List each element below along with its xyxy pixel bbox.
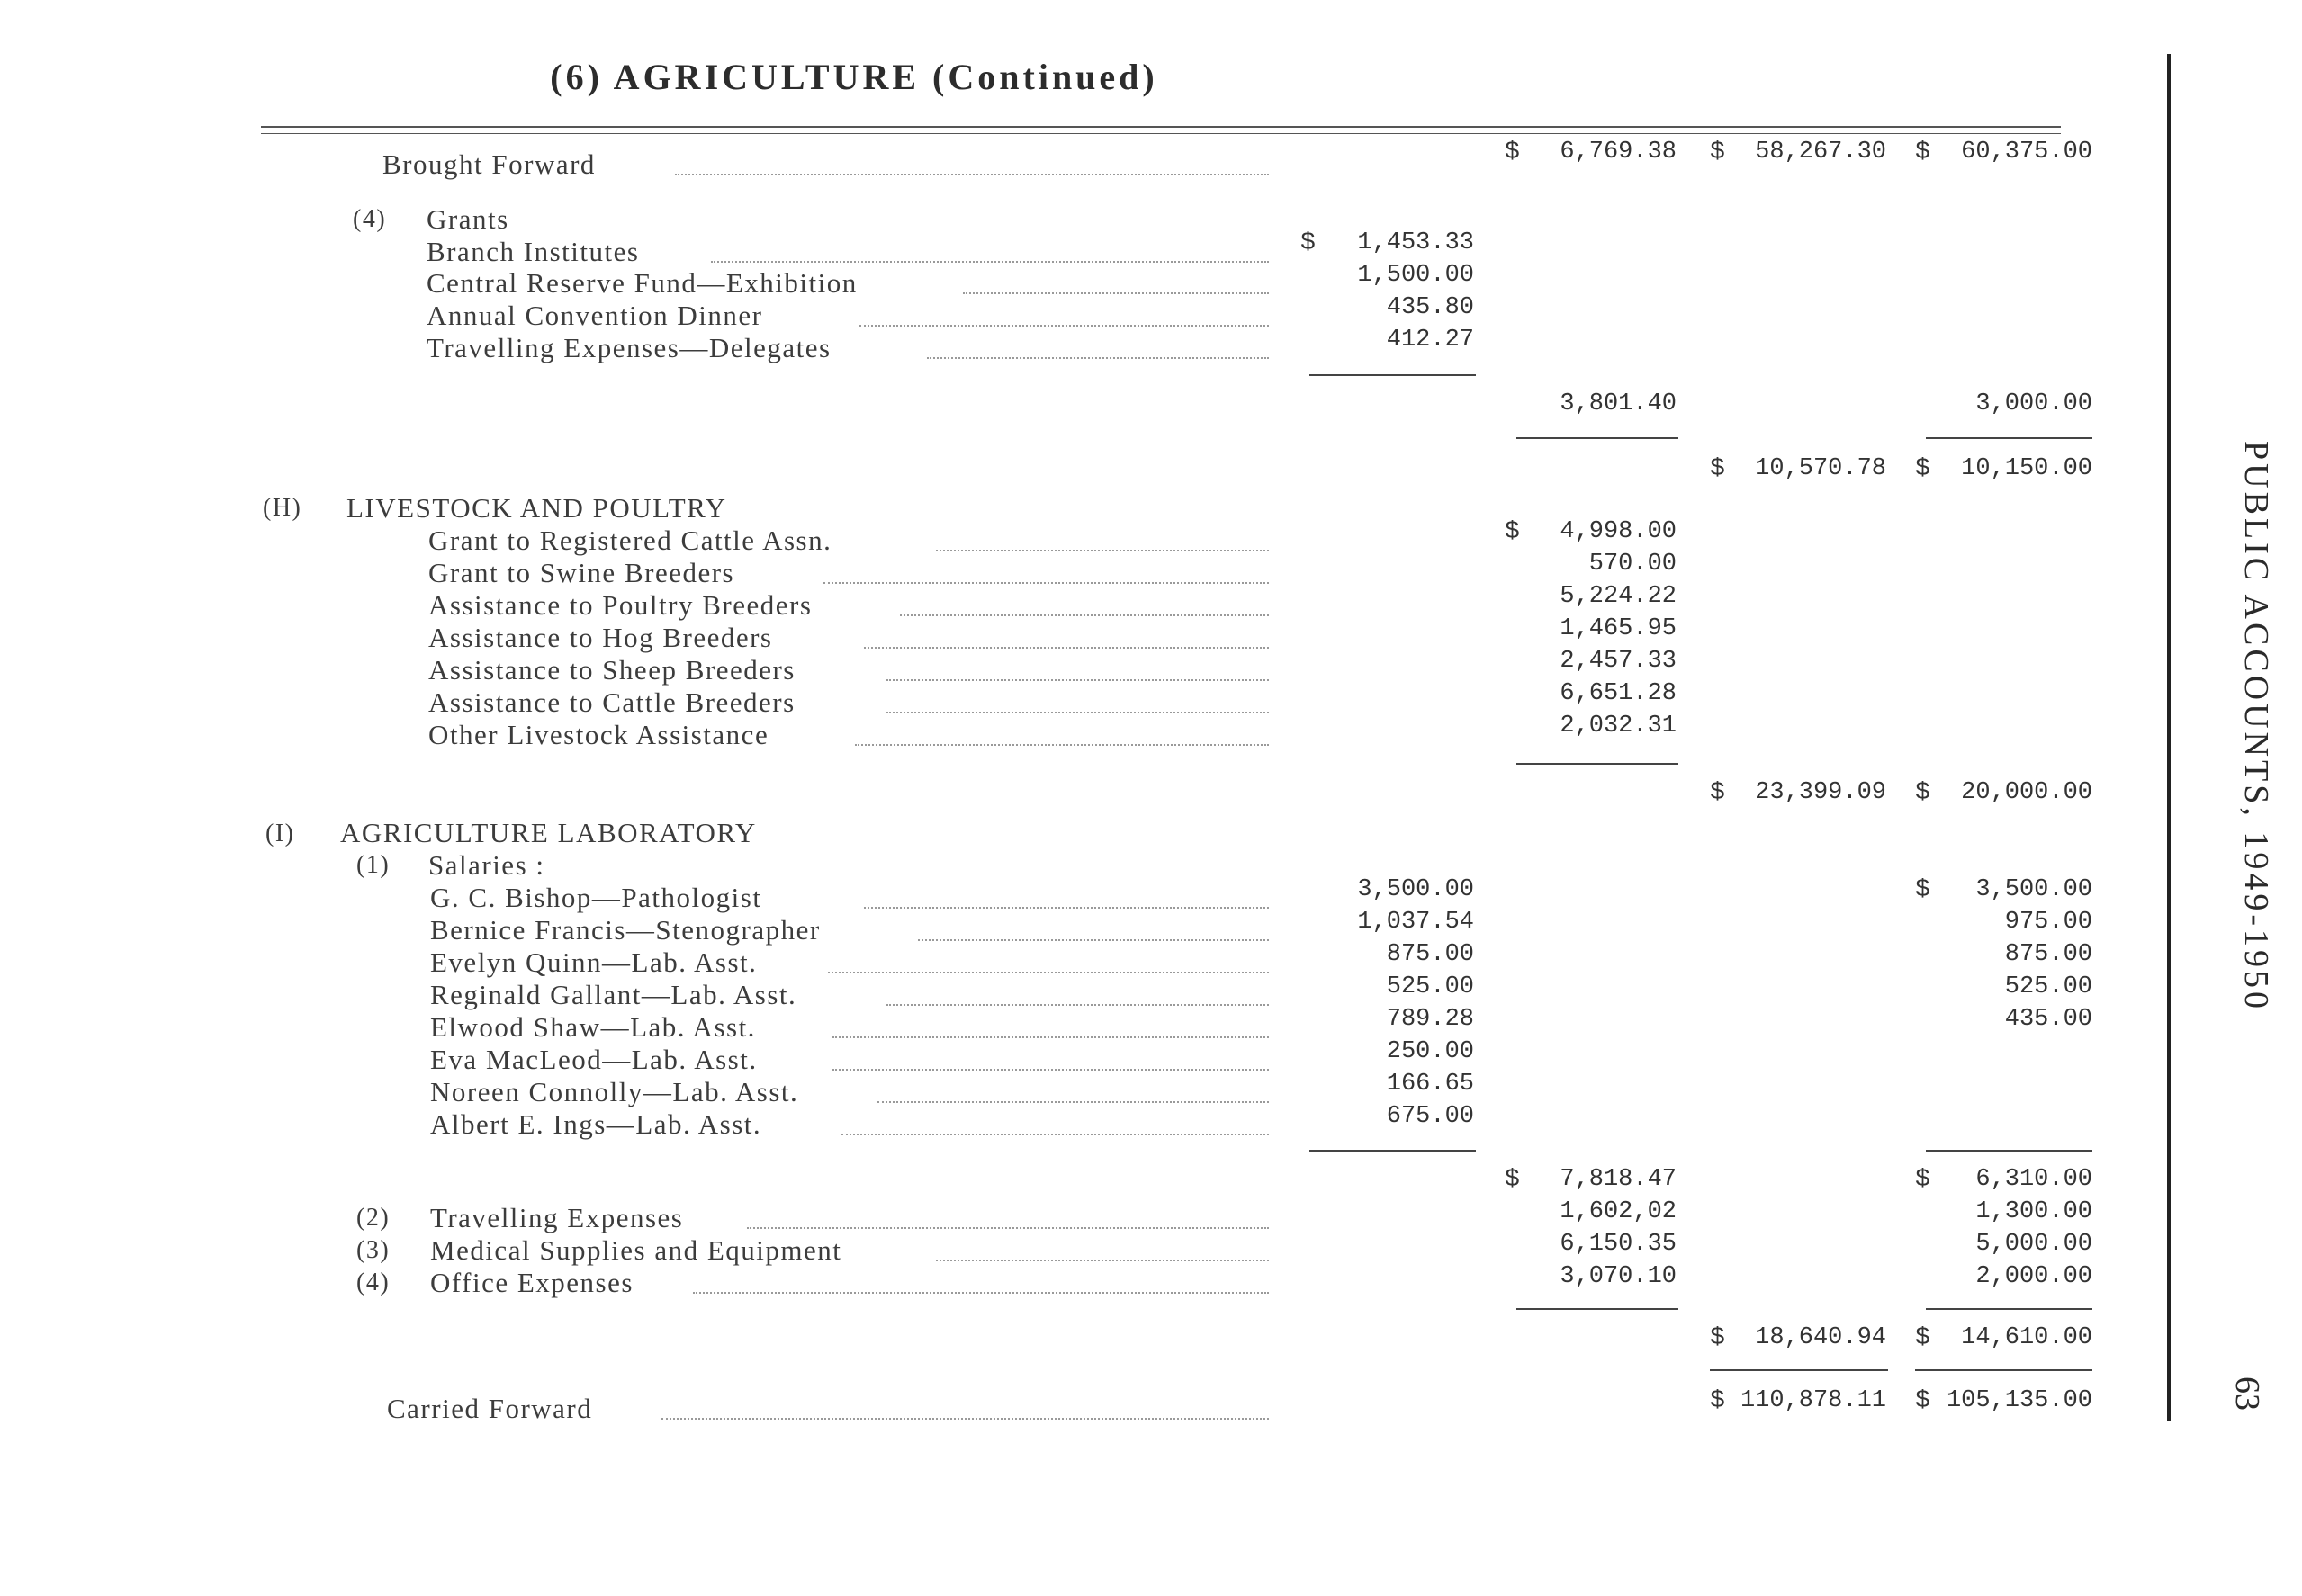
salary-item-amount: 166.65 — [1386, 1071, 1474, 1098]
section-heading: LIVESTOCK AND POULTRY — [346, 492, 727, 524]
grants-number: (4) — [353, 205, 387, 233]
salary-item-estimate: 975.00 — [2004, 909, 2092, 936]
carried-forward-total-estimate: 105,135.00 — [1946, 1387, 2092, 1414]
dollar-sign: $ — [1710, 779, 1725, 807]
salary-item-label: Reginald Gallant—Lab. Asst. — [430, 979, 797, 1010]
brought-forward-col2: 6,769.38 — [1560, 139, 1677, 166]
livestock-item-label: Assistance to Cattle Breeders — [428, 686, 796, 718]
other-amount: 3,070.10 — [1560, 1263, 1677, 1290]
brought-forward-col3: 58,267.30 — [1755, 139, 1886, 166]
underline — [1710, 1369, 1888, 1371]
dollar-sign: $ — [1915, 139, 1930, 166]
dollar-sign: $ — [1505, 139, 1520, 166]
leader-dots — [832, 1036, 1269, 1038]
leader-dots — [900, 614, 1269, 616]
leader-dots — [963, 292, 1269, 294]
leader-dots — [886, 679, 1269, 681]
grant-item-amount: 435.80 — [1386, 294, 1474, 321]
dollar-sign: $ — [1710, 1324, 1725, 1352]
leader-dots — [936, 1260, 1269, 1261]
page-title: (6) AGRICULTURE (Continued) — [550, 57, 1158, 97]
grants-total-estimate: 10,150.00 — [1961, 455, 2092, 482]
title-rule-top — [261, 126, 2061, 128]
livestock-item-label: Assistance to Poultry Breeders — [428, 589, 813, 621]
salary-item-label: Bernice Francis—Stenographer — [430, 914, 821, 946]
salary-item-amount: 789.28 — [1386, 1006, 1474, 1033]
leader-dots — [661, 1418, 1269, 1420]
salary-item-label: Eva MacLeod—Lab. Asst. — [430, 1044, 758, 1075]
dollar-sign: $ — [1300, 229, 1316, 257]
livestock-item-label: Other Livestock Assistance — [428, 719, 769, 750]
other-label: Travelling Expenses — [430, 1202, 684, 1233]
salary-item-amount: 3,500.00 — [1357, 876, 1474, 903]
dollar-sign: $ — [1505, 518, 1520, 546]
livestock-total-estimate: 20,000.00 — [1961, 779, 2092, 806]
leader-dots — [877, 1101, 1269, 1103]
livestock-item-amount: 5,224.22 — [1560, 583, 1677, 610]
dollar-sign: $ — [1915, 779, 1930, 807]
carried-forward-label: Carried Forward — [387, 1393, 593, 1424]
salary-item-label: G. C. Bishop—Pathologist — [430, 882, 762, 913]
salaries-heading: Salaries : — [428, 849, 545, 881]
other-number: (2) — [356, 1204, 391, 1232]
leader-dots — [711, 261, 1269, 263]
dollar-sign: $ — [1505, 1166, 1520, 1194]
salaries-number: (1) — [356, 851, 391, 879]
livestock-item-amount: 2,032.31 — [1560, 713, 1677, 740]
other-amount: 1,602,02 — [1560, 1198, 1677, 1225]
underline — [1926, 1150, 2092, 1152]
grant-item-amount: 1,500.00 — [1357, 262, 1474, 289]
livestock-item-amount: 1,465.95 — [1560, 615, 1677, 642]
salary-item-amount: 675.00 — [1386, 1103, 1474, 1130]
salary-item-amount: 525.00 — [1386, 973, 1474, 1000]
other-estimate: 2,000.00 — [1975, 1263, 2092, 1290]
section-heading: AGRICULTURE LABORATORY — [340, 817, 757, 848]
livestock-total: 23,399.09 — [1755, 779, 1886, 806]
dollar-sign: $ — [1915, 1387, 1930, 1415]
dollar-sign: $ — [1915, 1166, 1930, 1194]
brought-forward-label: Brought Forward — [382, 148, 596, 180]
grant-item-amount: 412.27 — [1386, 327, 1474, 354]
underline — [1516, 763, 1678, 765]
underline — [1926, 437, 2092, 439]
other-estimate: 1,300.00 — [1975, 1198, 2092, 1225]
livestock-item-label: Assistance to Hog Breeders — [428, 622, 773, 653]
leader-dots — [859, 325, 1269, 327]
grant-item-label: Central Reserve Fund—Exhibition — [427, 267, 858, 299]
underline — [1309, 374, 1476, 376]
livestock-item-amount: 4,998.00 — [1560, 518, 1677, 545]
other-number: (3) — [356, 1236, 391, 1264]
grants-subtotal: 3,801.40 — [1560, 390, 1677, 417]
salary-item-amount: 250.00 — [1386, 1038, 1474, 1065]
livestock-item-amount: 6,651.28 — [1560, 680, 1677, 707]
leader-dots — [918, 939, 1269, 941]
title-rule-bottom — [261, 133, 2061, 134]
dollar-sign: $ — [1915, 1324, 1930, 1352]
salary-item-estimate: 525.00 — [2004, 973, 2092, 1000]
leader-dots — [864, 647, 1269, 649]
leader-dots — [936, 550, 1269, 551]
page-number: 63 — [2228, 1376, 2266, 1411]
salary-item-amount: 875.00 — [1386, 941, 1474, 968]
grants-estimate: 3,000.00 — [1975, 390, 2092, 417]
brought-forward-col4: 60,375.00 — [1961, 139, 2092, 166]
leader-dots — [927, 357, 1269, 359]
salary-item-label: Elwood Shaw—Lab. Asst. — [430, 1011, 756, 1043]
laboratory-total: 18,640.94 — [1755, 1324, 1886, 1351]
leader-dots — [855, 744, 1269, 746]
grant-item-label: Travelling Expenses—Delegates — [427, 332, 832, 363]
section-letter: (H) — [263, 494, 302, 522]
leader-dots — [693, 1292, 1269, 1294]
grant-item-label: Branch Institutes — [427, 236, 640, 267]
leader-dots — [864, 907, 1269, 909]
dollar-sign: $ — [1710, 1387, 1725, 1415]
other-estimate: 5,000.00 — [1975, 1231, 2092, 1258]
grants-heading: Grants — [427, 203, 509, 235]
underline — [1309, 1150, 1476, 1152]
section-letter: (I) — [265, 820, 295, 847]
leader-dots — [823, 582, 1269, 584]
dollar-sign: $ — [1915, 876, 1930, 904]
livestock-item-amount: 2,457.33 — [1560, 648, 1677, 675]
livestock-item-label: Grant to Swine Breeders — [428, 557, 735, 588]
underline — [1516, 1308, 1678, 1310]
salaries-total-estimate: 6,310.00 — [1975, 1166, 2092, 1193]
other-label: Medical Supplies and Equipment — [430, 1234, 842, 1266]
carried-forward-total: 110,878.11 — [1740, 1387, 1886, 1414]
leader-dots — [747, 1227, 1269, 1229]
dollar-sign: $ — [1710, 139, 1725, 166]
dollar-sign: $ — [1915, 455, 1930, 483]
grant-item-amount: 1,453.33 — [1357, 229, 1474, 256]
other-number: (4) — [356, 1269, 391, 1296]
salaries-total: 7,818.47 — [1560, 1166, 1677, 1193]
salary-item-estimate: 875.00 — [2004, 941, 2092, 968]
margin-rule — [2167, 54, 2171, 1421]
grants-total: 10,570.78 — [1755, 455, 1886, 482]
livestock-item-label: Assistance to Sheep Breeders — [428, 654, 796, 686]
underline — [1915, 1369, 2092, 1371]
other-amount: 6,150.35 — [1560, 1231, 1677, 1258]
grant-item-label: Annual Convention Dinner — [427, 300, 763, 331]
leader-dots — [886, 1004, 1269, 1006]
underline — [1516, 437, 1678, 439]
salary-item-label: Evelyn Quinn—Lab. Asst. — [430, 946, 758, 978]
laboratory-total-estimate: 14,610.00 — [1961, 1324, 2092, 1351]
salary-item-estimate: 435.00 — [2004, 1006, 2092, 1033]
salary-item-label: Albert E. Ings—Lab. Asst. — [430, 1108, 762, 1140]
dollar-sign: $ — [1710, 455, 1725, 483]
livestock-item-amount: 570.00 — [1588, 551, 1677, 578]
leader-dots — [841, 1134, 1269, 1135]
leader-dots — [675, 174, 1269, 175]
underline — [1926, 1308, 2092, 1310]
livestock-item-label: Grant to Registered Cattle Assn. — [428, 525, 832, 556]
leader-dots — [832, 1069, 1269, 1071]
other-label: Office Expenses — [430, 1267, 634, 1298]
salary-item-label: Noreen Connolly—Lab. Asst. — [430, 1076, 799, 1107]
leader-dots — [886, 712, 1269, 713]
leader-dots — [828, 972, 1269, 973]
salary-item-amount: 1,037.54 — [1357, 909, 1474, 936]
running-head: PUBLIC ACCOUNTS, 1949-1950 — [2237, 441, 2275, 1012]
salary-item-estimate: 3,500.00 — [1975, 876, 2092, 903]
